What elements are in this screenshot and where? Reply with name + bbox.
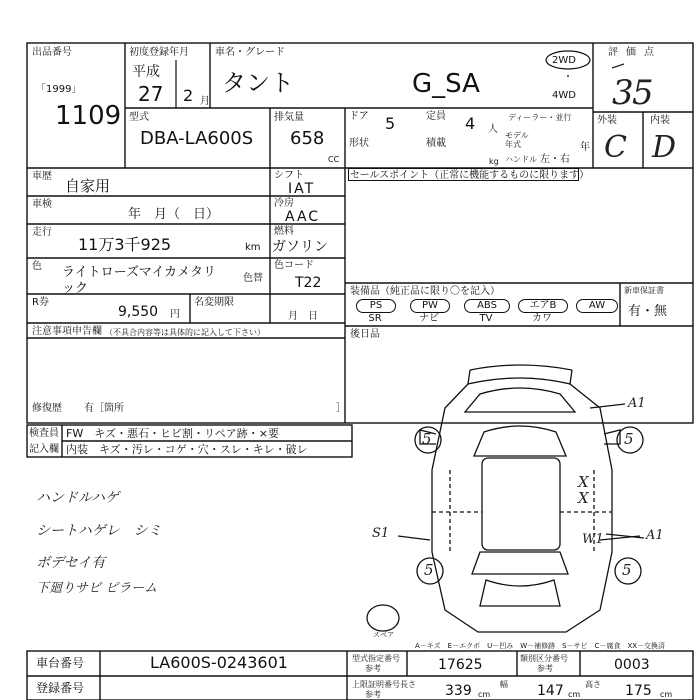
car-name: タント bbox=[222, 69, 294, 97]
chassis-value: LA600S-0243601 bbox=[150, 653, 288, 672]
equipment-leather: カワ bbox=[532, 313, 552, 324]
shaken-label: 車検 bbox=[32, 199, 52, 210]
damage-codes-legend: A－キズ E－エクボ U－凹み W－補修跡 S－サビ C－腐食 XX－交換済 bbox=[415, 642, 666, 650]
repair-value: 有［箇所 bbox=[84, 403, 124, 414]
repaint-label: 色替 bbox=[243, 273, 263, 284]
note-line-2: シートハゲレ シミ bbox=[36, 523, 162, 539]
sales-label: セールスポイント（正常に機能するものに限ります） bbox=[350, 170, 590, 181]
interior-grade: D bbox=[652, 130, 677, 165]
door-label: ドア bbox=[349, 111, 369, 122]
reg-year: 27 bbox=[138, 82, 164, 106]
length-cm: cm bbox=[478, 690, 491, 699]
dim-label: 上限証明番号 bbox=[352, 680, 400, 689]
equipment-airbag: エアB bbox=[518, 299, 568, 313]
drive-dot: ・ bbox=[563, 72, 573, 83]
equipment-navi: ナビ bbox=[419, 313, 439, 324]
inspector-row-2: 内装 キズ・汚レ・コゲ・穴・スレ・キレ・破レ bbox=[66, 443, 308, 456]
note-line-3: ボデセイ有 bbox=[36, 555, 106, 571]
length-label: 長さ bbox=[400, 680, 416, 689]
type-cert-label: 型式指定番号 bbox=[352, 654, 400, 663]
reg-no-label: 登録番号 bbox=[36, 681, 85, 695]
model-label: 型式 bbox=[129, 112, 149, 123]
notes-sub: （不具合内容等は具体的に記入して下さい） bbox=[105, 328, 265, 337]
kg-unit: kg bbox=[489, 157, 499, 166]
repair-label: 修復歴 bbox=[32, 403, 62, 414]
color-code-label: 色コード bbox=[274, 260, 314, 271]
shift-label: シフト bbox=[274, 170, 304, 181]
history-value: 自家用 bbox=[65, 177, 111, 195]
equipment-sr: SR bbox=[368, 313, 382, 324]
drive-4wd: 4WD bbox=[552, 90, 576, 101]
exterior-label: 外装 bbox=[597, 115, 617, 126]
color-label: 色 bbox=[32, 261, 42, 272]
inspector-label-2: 記入欄 bbox=[29, 444, 59, 455]
tire-fr: 5 bbox=[624, 430, 634, 448]
exterior-grade: C bbox=[604, 130, 627, 165]
spare-label: スペア bbox=[373, 631, 394, 639]
tire-rr: 5 bbox=[622, 561, 632, 579]
repair-close: ］ bbox=[336, 403, 346, 414]
height-label: 高さ bbox=[585, 680, 601, 689]
width-value: 147 bbox=[537, 683, 564, 699]
mark-xx: XX bbox=[578, 473, 589, 507]
class-value: 0003 bbox=[614, 657, 650, 673]
mileage-label: 走行 bbox=[32, 227, 52, 238]
length-value: 339 bbox=[445, 683, 472, 699]
later-items-label: 後日品 bbox=[350, 329, 380, 340]
equipment-tv: TV bbox=[479, 313, 493, 324]
km-unit: km bbox=[245, 242, 261, 253]
color-value-2: ック bbox=[62, 281, 89, 296]
type-cert-ref: 参考 bbox=[365, 664, 381, 673]
reg-label: 初度登録年月 bbox=[129, 47, 189, 58]
month-unit: 月 bbox=[200, 96, 210, 107]
mark-w1-right: W1 bbox=[582, 532, 604, 547]
mark-a1-right: A1 bbox=[646, 528, 664, 543]
ac-label: 冷房 bbox=[274, 198, 294, 209]
color-value-1: ライトローズマイカメタリ bbox=[62, 265, 217, 280]
grade: G_SA bbox=[412, 69, 480, 99]
equipment-pw: PW bbox=[410, 299, 450, 313]
mark-a1-front: A1 bbox=[628, 396, 646, 411]
width-label: 幅 bbox=[500, 680, 508, 689]
capacity-value: 4 bbox=[465, 114, 476, 133]
type-cert-value: 17625 bbox=[438, 657, 483, 673]
equipment-abs: ABS bbox=[464, 299, 510, 313]
warranty-value: 有・無 bbox=[628, 304, 668, 319]
meigi-label: 名変期限 bbox=[194, 297, 234, 308]
interior-label: 内装 bbox=[650, 115, 670, 126]
warranty-label: 新車保証書 bbox=[624, 286, 664, 295]
height-cm: cm bbox=[660, 690, 673, 699]
equipment-ps: PS bbox=[356, 299, 396, 313]
fuel-label: 燃料 bbox=[274, 226, 294, 237]
notes-label: 注意事項申告欄 bbox=[32, 326, 102, 337]
door-value: 5 bbox=[385, 114, 396, 133]
svg-text:5: 5 bbox=[632, 73, 654, 113]
displacement-value: 658 bbox=[290, 128, 325, 149]
history-label: 車歴 bbox=[32, 171, 52, 182]
load-label: 積載 bbox=[426, 138, 446, 149]
tire-fl: 5 bbox=[422, 430, 432, 448]
year-unit: 年 bbox=[580, 142, 590, 153]
era: 平成 bbox=[132, 64, 160, 80]
dealer-label: ディーラー・並行 bbox=[508, 113, 572, 122]
class-label: 類別区分番号 bbox=[520, 654, 568, 663]
model-value: DBA-LA600S bbox=[140, 128, 254, 149]
handle-label: ハンドル bbox=[505, 155, 537, 164]
meigi-value: 月 日 bbox=[288, 311, 318, 322]
height-value: 175 bbox=[625, 683, 652, 699]
equipment-aw: AW bbox=[576, 299, 618, 313]
lot-number: 1109 bbox=[55, 101, 122, 131]
r-value: 9,550 bbox=[118, 304, 159, 320]
person-unit: 人 bbox=[488, 124, 498, 135]
note-line-1: ハンドルハゲ bbox=[36, 490, 120, 506]
inspector-label-1: 検査員 bbox=[29, 428, 59, 439]
model-year-label: モデル 年式 bbox=[505, 131, 529, 149]
capacity-label: 定員 bbox=[426, 111, 446, 122]
mileage-value: 11万3千925 bbox=[78, 235, 172, 254]
dim-ref: 参考 bbox=[365, 690, 381, 699]
width-cm: cm bbox=[568, 690, 581, 699]
yen-unit: 円 bbox=[170, 309, 180, 320]
drive-2wd: 2WD bbox=[552, 55, 576, 66]
tire-rl: 5 bbox=[424, 561, 434, 579]
lot-year: 「1999」 bbox=[36, 84, 82, 95]
score-label: 評価点 bbox=[608, 47, 662, 58]
equipment-label: 装備品（純正品に限り〇を記入） bbox=[350, 286, 500, 297]
mark-s1-left: S1 bbox=[372, 526, 390, 541]
color-code: T22 bbox=[295, 275, 322, 291]
name-label: 車名・グレード bbox=[215, 47, 285, 58]
cc-unit: CC bbox=[328, 155, 340, 164]
ac-value: AAC bbox=[285, 209, 321, 225]
svg-text:3: 3 bbox=[612, 73, 634, 113]
shape-label: 形状 bbox=[349, 138, 369, 149]
lot-label: 出品番号 bbox=[32, 47, 72, 58]
reg-month: 2 bbox=[183, 86, 194, 105]
inspector-row-1: FW キズ・悪石・ヒビ割・リペア跡・×要 bbox=[66, 427, 279, 440]
car-diagram bbox=[367, 365, 644, 632]
displacement-label: 排気量 bbox=[274, 112, 304, 123]
chassis-label: 車台番号 bbox=[36, 656, 85, 670]
shift-value: IAT bbox=[288, 181, 316, 197]
fuel-value: ガソリン bbox=[272, 239, 328, 255]
class-ref: 参考 bbox=[537, 664, 553, 673]
handle-value: 左・右 bbox=[540, 154, 570, 165]
sales-box bbox=[348, 168, 580, 182]
r-label: R券 bbox=[32, 297, 49, 308]
shaken-value: 年 月（ 日） bbox=[128, 207, 220, 222]
note-line-4: 下廻りサビ ピラーム bbox=[36, 581, 158, 596]
